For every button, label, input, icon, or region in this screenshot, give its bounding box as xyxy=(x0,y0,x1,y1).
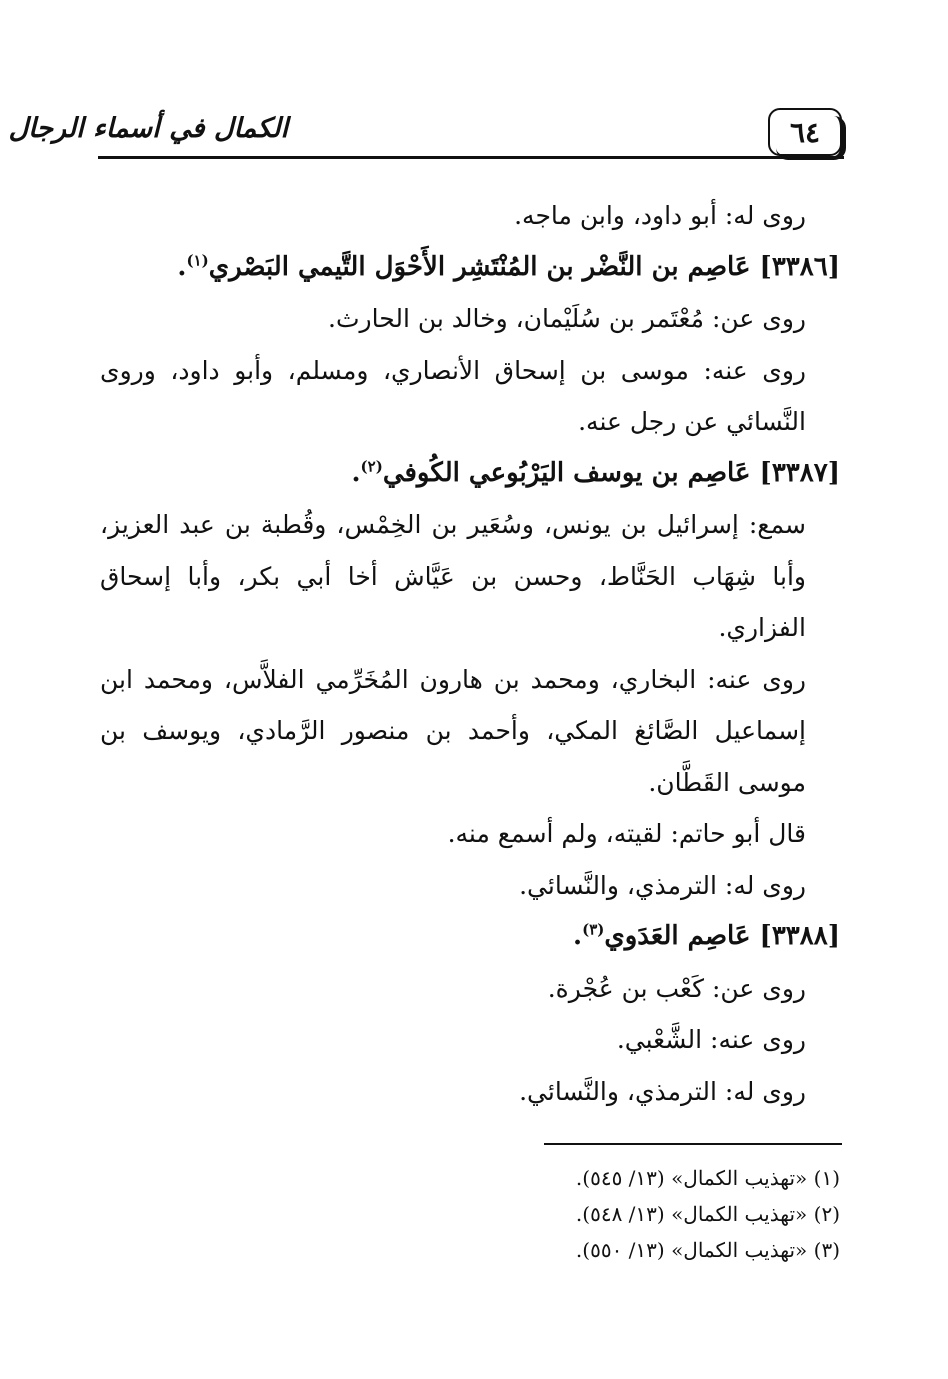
footnote: (٣) «تهذيب الكمال» (١٣/ ٥٥٠). xyxy=(575,1238,840,1262)
text-line: روى له: الترمذي، والنَّسائي. xyxy=(519,1076,806,1106)
entry-heading xyxy=(100,242,840,294)
entry-title: [٣٣٨٦] عَاصِم بن النَّضْر بن المُنْتَشِر الأَحْوَل التَّيمي البَصْري xyxy=(208,251,840,282)
page-number: ٦٤ xyxy=(768,108,842,156)
page-header xyxy=(0,0,948,170)
text-paragraph: روى عنه: البخاري، ومحمد بن هارون المُخَرِّمي الفلاَّس، ومحمد ابن إسماعيل الصَّائغ المكي، وأحمد بن منصور الرَّمادي، ويوسف بن موسى القَطَّان. xyxy=(100,664,806,797)
text-line: قال أبو حاتم: لقيته، ولم أسمع منه. xyxy=(447,819,806,848)
footnote: (١) «تهذيب الكمال» (١٣/ ٥٤٥). xyxy=(575,1166,840,1190)
footnote-ref: (١) xyxy=(186,250,209,269)
text-paragraph: روى عنه: موسى بن إسحاق الأنصاري، ومسلم، وأبو داود، وروى النَّسائي عن رجل عنه. xyxy=(100,355,806,436)
entry-title: [٣٣٨٧] عَاصِم بن يوسف اليَرْبُوعي الكُوفي xyxy=(382,457,840,488)
main-text xyxy=(100,190,840,1117)
text-line: روى له: أبو داود، وابن ماجه. xyxy=(514,201,806,230)
footnote-ref: (٣) xyxy=(582,920,605,939)
entry-title: [٣٣٨٨] عَاصِم العَدَوي xyxy=(604,921,840,951)
entry-end: . xyxy=(351,457,361,488)
entry-end: . xyxy=(177,251,187,282)
text-line: روى عن: مُعْتَمر بن سُلَيْمان، وخالد بن الحارث. xyxy=(328,304,806,333)
footnote-ref: (٢) xyxy=(360,456,383,475)
entry-end: . xyxy=(573,921,583,951)
footnote: (٢) «تهذيب الكمال» (١٣/ ٥٤٨). xyxy=(575,1202,840,1226)
entry-heading xyxy=(100,911,840,963)
footnote-rule xyxy=(544,1143,842,1145)
footnotes xyxy=(340,1160,840,1268)
text-line: روى عن: كَعْب بن عُجْرة. xyxy=(547,973,806,1003)
header-rule xyxy=(98,156,844,159)
text-line: روى له: الترمذي، والنَّسائي. xyxy=(519,870,806,900)
book-title: الكمال في أسماء الرجال xyxy=(8,113,288,144)
text-line: روى عنه: الشَّعْبي. xyxy=(616,1025,806,1054)
entry-heading xyxy=(100,448,840,500)
text-paragraph: سمع: إسرائيل بن يونس، وسُعَير بن الخِمْس، وقُطبة بن عبد العزيز، وأبا شِهَاب الحَنَّاط، وحسن بن عَيَّاش أخا أبي بكر، وأبا إسحاق الفزاري. xyxy=(100,510,806,642)
